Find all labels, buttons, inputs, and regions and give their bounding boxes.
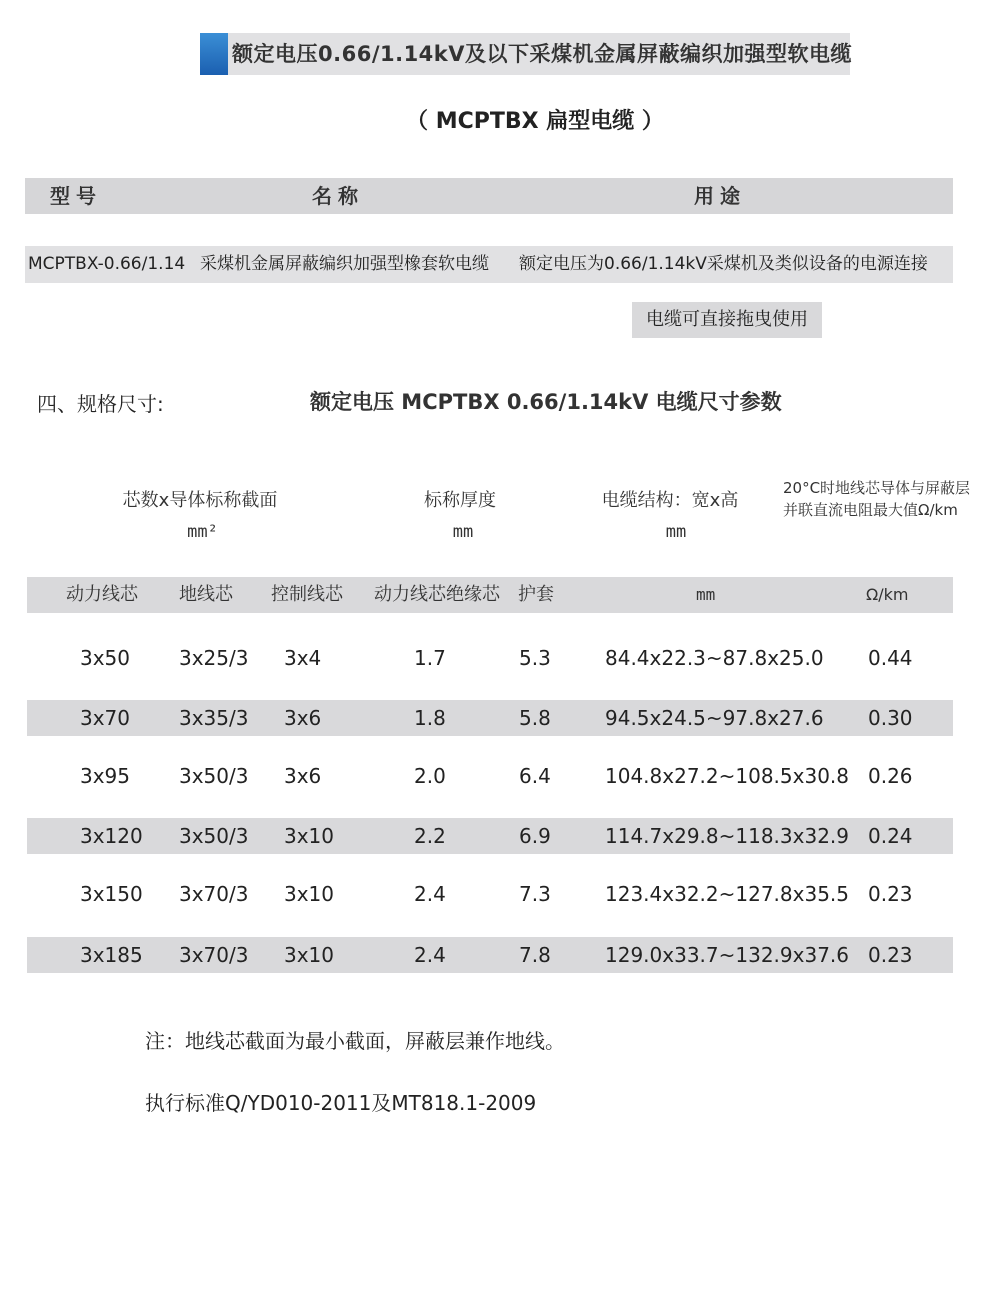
cell-resistance: 0.24 — [868, 824, 913, 848]
model-value: MCPTBX-0.66/1.14 — [28, 254, 186, 274]
group-header-section: 芯数x导体标称截面 — [122, 490, 278, 511]
cell-resistance: 0.26 — [868, 764, 913, 788]
group-header-section-unit: mm² — [187, 522, 218, 542]
cell-sheath: 5.3 — [519, 646, 551, 670]
cell-earth-core: 3x70/3 — [179, 943, 249, 967]
cell-sheath: 7.3 — [519, 882, 551, 906]
use-value: 额定电压为0.66/1.14kV采煤机及类似设备的电源连接 — [519, 254, 928, 274]
cell-control-core: 3x6 — [284, 706, 322, 730]
cell-sheath: 5.8 — [519, 706, 551, 730]
cell-insulation: 1.7 — [414, 646, 446, 670]
cell-sheath: 6.9 — [519, 824, 551, 848]
subheader-control-core: 控制线芯 — [271, 584, 343, 605]
cell-resistance: 0.23 — [868, 882, 913, 906]
cell-insulation: 2.4 — [414, 943, 446, 967]
subheader-resistance-unit: Ω/km — [866, 585, 909, 604]
cell-earth-core: 3x50/3 — [179, 824, 249, 848]
cell-structure: 104.8x27.2~108.5x30.8 — [605, 764, 850, 788]
group-header-structure-unit: mm — [665, 522, 687, 542]
section-label: 四、规格尺寸: — [37, 392, 164, 416]
cell-sheath: 6.4 — [519, 764, 551, 788]
page-title: 额定电压0.66/1.14kV及以下采煤机金属屏蔽编织加强型软电缆 — [232, 42, 853, 66]
cell-power-core: 3x120 — [80, 824, 143, 848]
section-title: 额定电压 MCPTBX 0.66/1.14kV 电缆尺寸参数 — [310, 390, 782, 414]
header-use: 用途 — [694, 184, 746, 208]
subheader-earth-core: 地线芯 — [179, 584, 233, 605]
cell-control-core: 3x10 — [284, 882, 335, 906]
cell-control-core: 3x10 — [284, 943, 335, 967]
cell-resistance: 0.44 — [868, 646, 913, 670]
group-header-structure: 电缆结构：宽x高 — [601, 490, 739, 511]
info-header-band — [25, 178, 953, 214]
cell-earth-core: 3x70/3 — [179, 882, 249, 906]
group-header-resistance-line2: 并联直流电阻最大值Ω/km — [783, 501, 958, 519]
subheader-insulation: 动力线芯绝缘芯 — [374, 584, 500, 605]
cell-control-core: 3x10 — [284, 824, 335, 848]
page-subtitle: （ MCPTBX 扁型电缆 ） — [406, 109, 664, 134]
subheader-power-core: 动力线芯 — [66, 584, 138, 605]
cell-control-core: 3x4 — [284, 646, 322, 670]
cell-earth-core: 3x35/3 — [179, 706, 249, 730]
cell-insulation: 2.2 — [414, 824, 446, 848]
use-extra-value: 电缆可直接拖曳使用 — [632, 302, 822, 338]
cell-power-core: 3x70 — [80, 706, 131, 730]
subheader-structure-unit: mm — [696, 585, 716, 604]
subheader-sheath: 护套 — [518, 584, 554, 605]
cell-resistance: 0.23 — [868, 943, 913, 967]
cell-structure: 123.4x32.2~127.8x35.5 — [605, 882, 850, 906]
title-accent-block — [200, 33, 228, 75]
note-text: 注：地线芯截面为最小截面，屏蔽层兼作地线。 — [145, 1029, 565, 1053]
cell-earth-core: 3x25/3 — [179, 646, 249, 670]
standard-text: 执行标准Q/YD010-2011及MT818.1-2009 — [145, 1091, 537, 1115]
cell-structure: 94.5x24.5~97.8x27.6 — [605, 706, 824, 730]
header-model: 型号 — [50, 184, 102, 208]
cell-control-core: 3x6 — [284, 764, 322, 788]
cell-sheath: 7.8 — [519, 943, 551, 967]
group-header-thickness: 标称厚度 — [424, 490, 496, 511]
cell-insulation: 1.8 — [414, 706, 446, 730]
cell-structure: 129.0x33.7~132.9x37.6 — [605, 943, 850, 967]
group-header-resistance-line1: 20°C时地线芯导体与屏蔽层 — [783, 479, 971, 497]
cell-insulation: 2.4 — [414, 882, 446, 906]
cell-power-core: 3x150 — [80, 882, 143, 906]
cell-structure: 84.4x22.3~87.8x25.0 — [605, 646, 824, 670]
cell-power-core: 3x185 — [80, 943, 143, 967]
cell-power-core: 3x50 — [80, 646, 131, 670]
header-name: 名称 — [312, 184, 364, 208]
group-header-thickness-unit: mm — [452, 522, 474, 542]
name-value: 采煤机金属屏蔽编织加强型橡套软电缆 — [200, 254, 489, 274]
cell-power-core: 3x95 — [80, 764, 131, 788]
cell-structure: 114.7x29.8~118.3x32.9 — [605, 824, 850, 848]
cell-resistance: 0.30 — [868, 706, 913, 730]
cell-earth-core: 3x50/3 — [179, 764, 249, 788]
cell-insulation: 2.0 — [414, 764, 446, 788]
